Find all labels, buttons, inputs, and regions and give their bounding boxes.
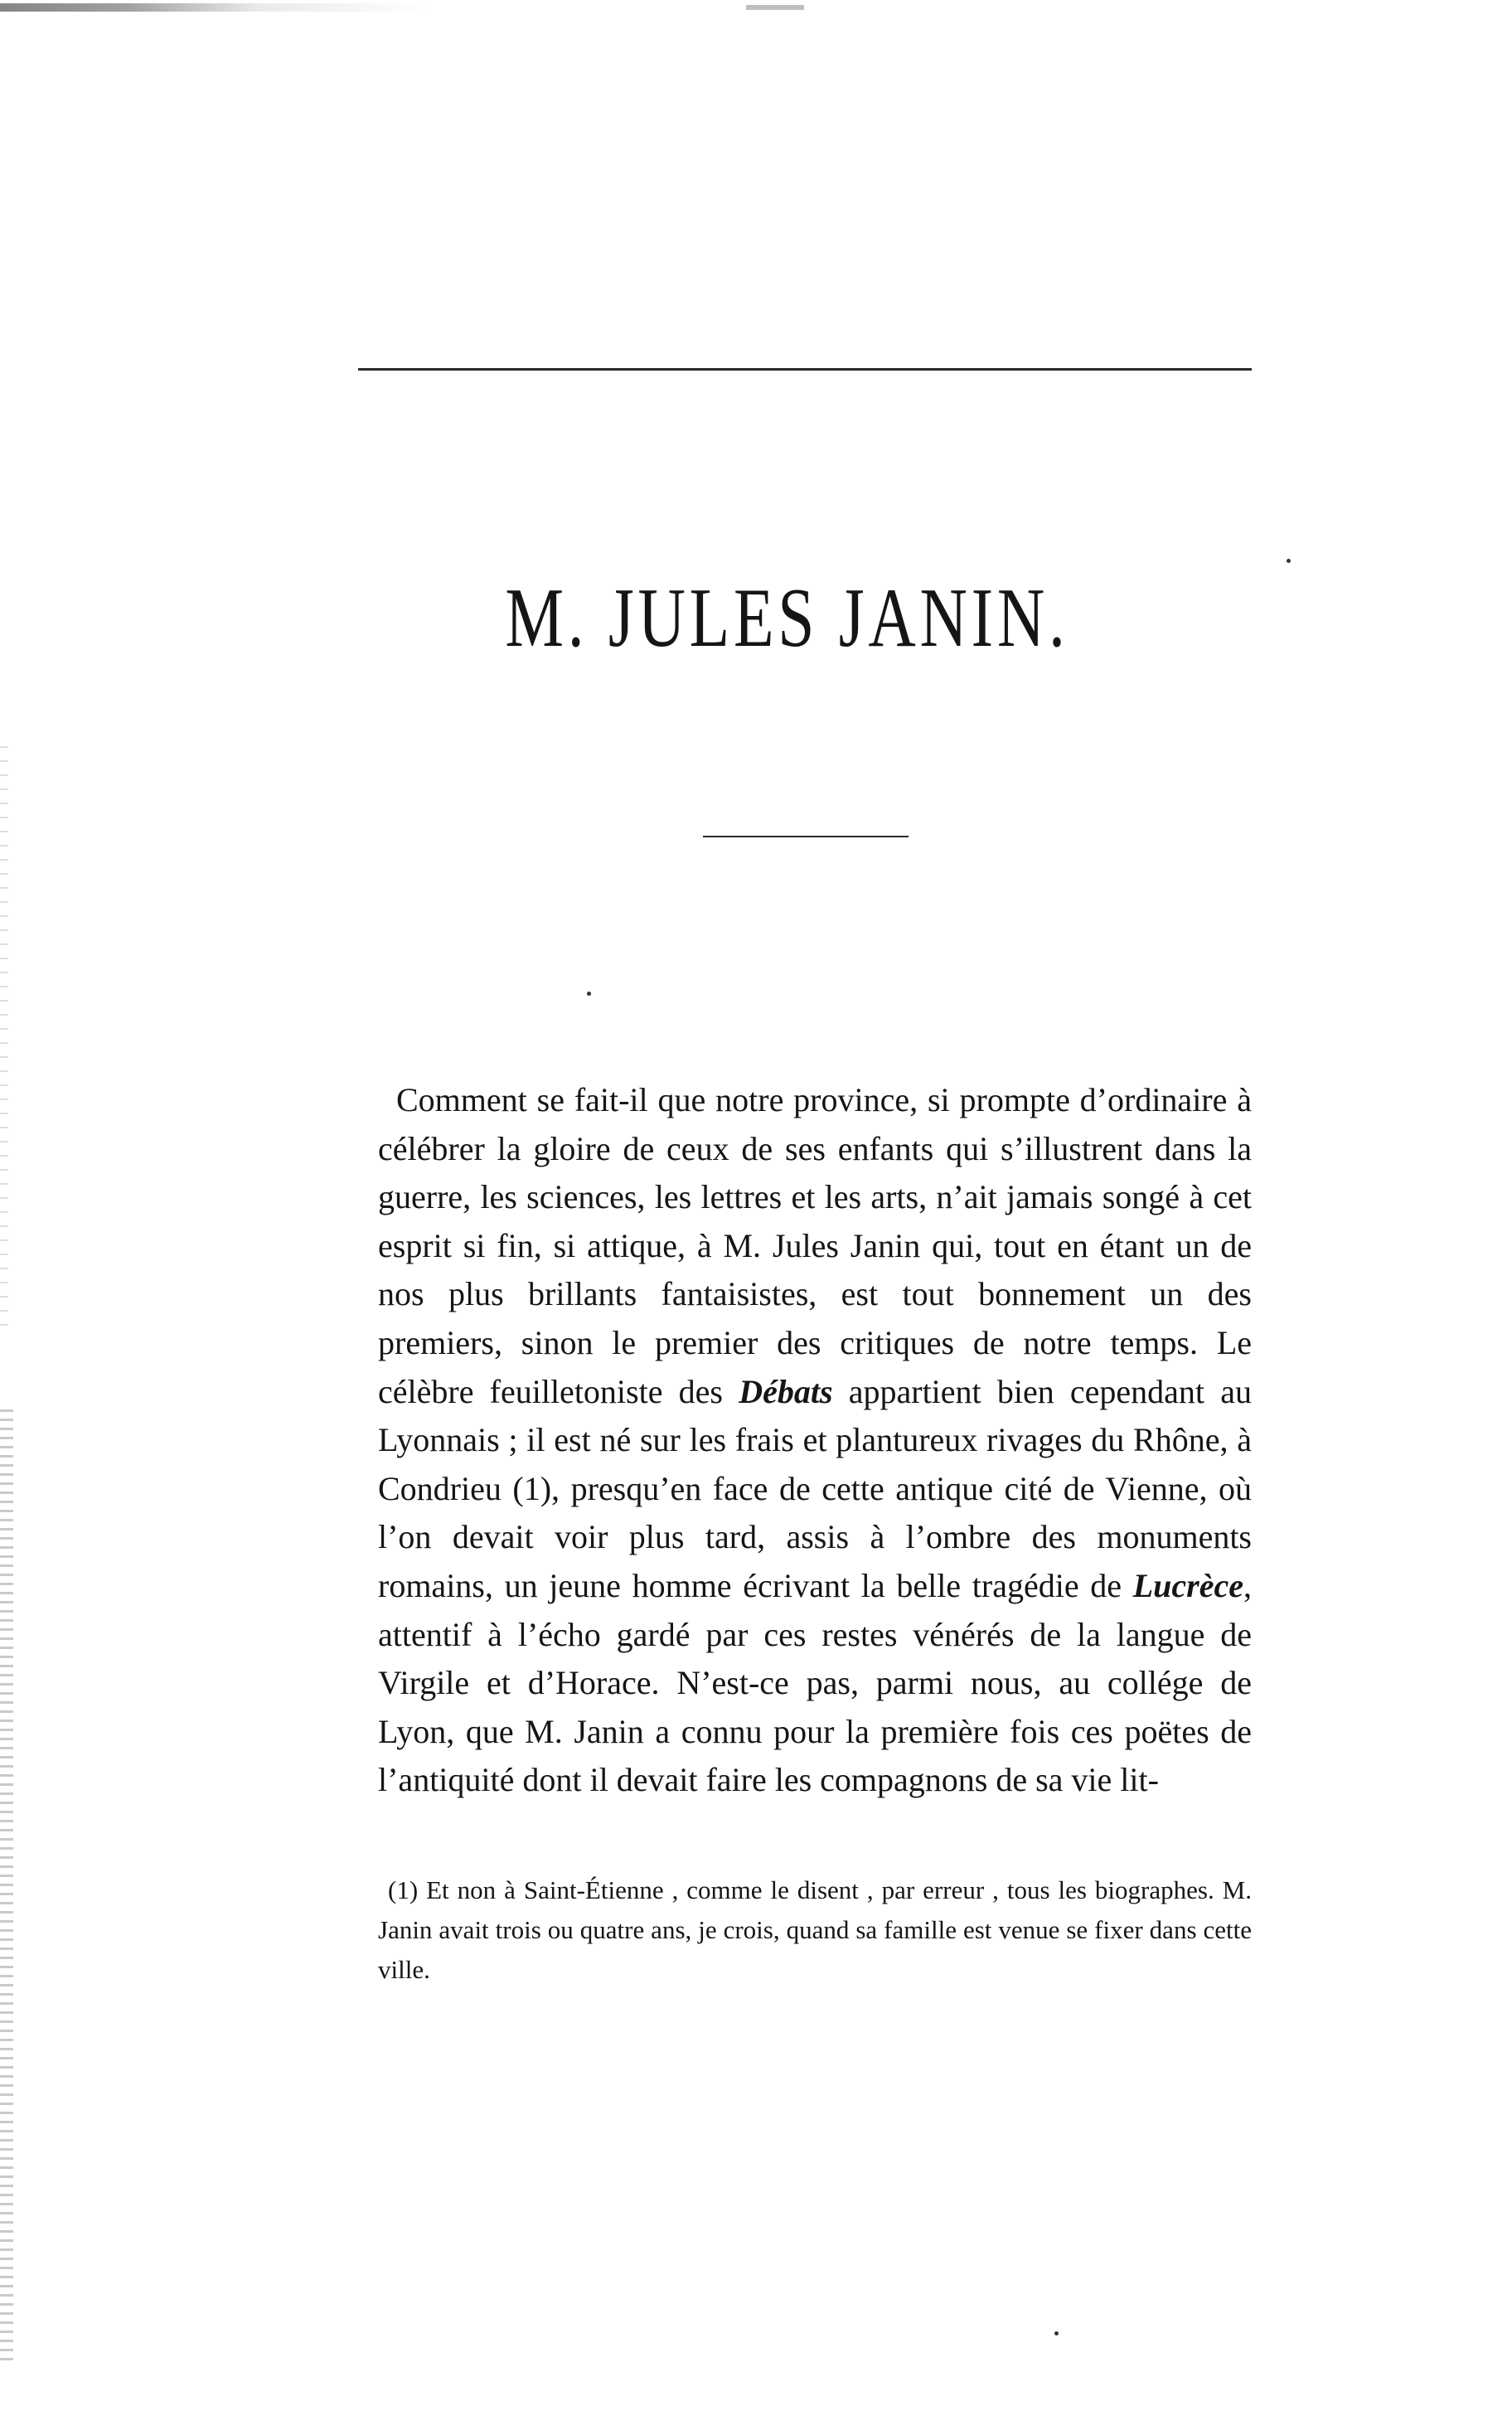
body-text-part-3: , attentif à l’écho gardé par ces restes vénérés de la langue de Virgile et d’Horace. N’est-ce pas, parmi nous, au collége de Lyon, que M. Janin a connu pour la première fois ces poëtes de l’antiquité dont il devait faire les compagnons de sa vie lit- — [378, 1566, 1252, 1799]
print-speck — [1287, 559, 1291, 563]
page-title: M. JULES JANIN. — [505, 571, 1069, 665]
scan-edge-artifact — [0, 746, 8, 1327]
header-rule — [358, 368, 1252, 371]
scan-edge-artifact — [0, 3, 431, 12]
scan-edge-artifact — [746, 5, 804, 10]
body-text-part-1: Comment se fait-il que notre province, si prompte d’ordinaire à célébrer la gloire de ceux de ses enfants qui s’illustrent dans la guerre, les sciences, les lettres et les arts, n’ait jamais songé à cet esprit si fin, si attique, à M. Jules Janin qui, tout en étant un de nos plus brillants fantaisistes, est tout bonnement un des premiers, sinon le premier des critiques de notre temps. Le célèbre feuilletoniste des — [378, 1081, 1252, 1410]
footnote — [378, 1870, 1252, 1990]
print-speck — [587, 992, 591, 996]
body-text-part-2: appartient bien cependant au Lyonnais ; il est né sur les frais et plantureux rivages du Rhône, à Condrieu (1), presqu’en face de cette antique cité de Vienne, où l’on devait voir plus tard, assis à l’ombre des monuments romains, un jeune homme écrivant la belle tragédie de — [378, 1372, 1253, 1604]
scan-edge-artifact — [0, 1409, 13, 2363]
footnote-text: (1) Et non à Saint-Étienne , comme le disent , par erreur , tous les biographes. M. Janin avait trois ou quatre ans, je crois, quand sa famille est venue se fixer dans cette ville. — [378, 1875, 1252, 1984]
body-paragraph — [378, 1076, 1252, 1805]
italic-debats: Débats — [739, 1372, 833, 1410]
title-rule — [703, 836, 909, 837]
italic-lucrece: Lucrèce — [1132, 1566, 1243, 1604]
print-speck — [1054, 2331, 1059, 2336]
